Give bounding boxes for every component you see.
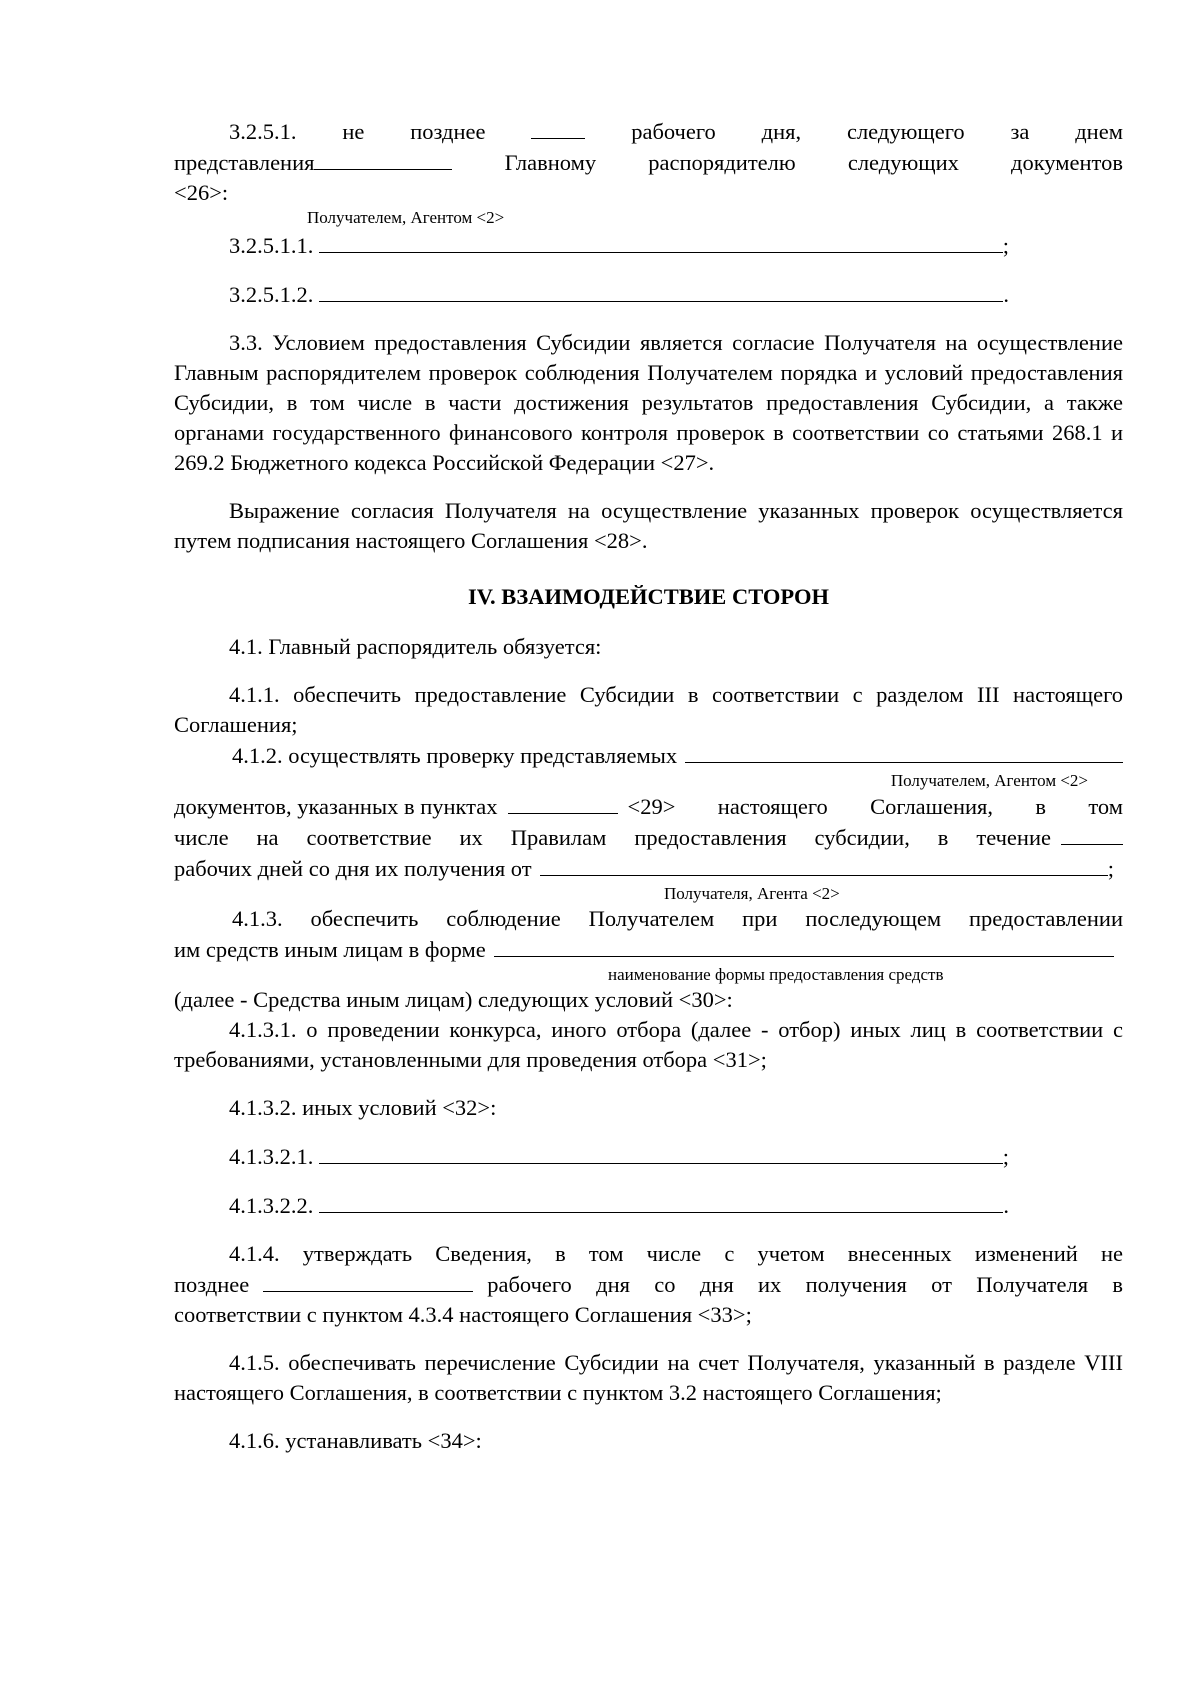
p412-line1: 4.1.2. осуществлять проверку представляемых [174,740,1123,771]
paragraph-4-1-6: 4.1.6. устанавливать <34>: [229,1428,482,1453]
section-title: IV. ВЗАИМОДЕЙСТВИЕ СТОРОН [467,584,830,609]
blank-field[interactable] [314,147,452,170]
paragraph-4-1-5: 4.1.5. обеспечивать перечисление Субсидии на счет Получателя, указанный в разделе VIII настоящего Соглашения, в соответствии с пунктом 3.2 настоящего Соглашения; [174,1350,1123,1405]
p412-line4: рабочих дней со дня их получения от ; [174,853,1114,884]
blank-field[interactable] [263,1269,473,1292]
p413-line2: им средств иным лицам в форме [174,934,1114,965]
blank-field[interactable] [319,1141,1002,1164]
field-hint: Получателем, Агентом <2> [890,771,1088,790]
blank-field[interactable] [508,791,618,814]
blank-field[interactable] [319,230,1002,253]
document-body [174,116,1123,1456]
list-item: 4.1.3.2.1. ; [174,1141,1009,1172]
paragraph-4-1-3-1: 4.1.3.1. о проведении конкурса, иного отбора (далее - отбор) иных лиц в соответствии с требованиями, установленными для проведения отбора <31>; [174,1017,1123,1072]
field-hint: Получателем, Агентом <2> [307,208,505,227]
paragraph-3-3: 3.3. Условием предоставления Субсидии является согласие Получателя на осуществление Главным распорядителем проверок соблюдения Получателем порядка и условий предоставления Субсидии, в том числе в части достижения результатов предоставления Субсидии, а также органами государственного финансового контроля проверок в соответствии со статьями 268.1 и 269.2 Бюджетного кодекса Российской Федерации <27>. [174,330,1123,475]
p3251-line3: <26>: [174,180,229,205]
paragraph-4-1-4 [174,1239,1123,1330]
p414-line2: позднее рабочего дня со дня их получения от Получателя в [174,1269,1123,1300]
p412-line2: документов, указанных в пунктах <29> настоящего Соглашения, в том [174,791,1123,822]
field-hint: наименование формы предоставления средств [608,965,944,984]
blank-field[interactable] [531,116,585,139]
p3251-line1: 3.2.5.1. не позднее рабочего дня, следующего за днем [174,116,1123,147]
list-item: 4.1.3.2.2. . [174,1190,1009,1221]
p413-line3: (далее - Средства иным лицам) следующих условий <30>: [174,987,733,1012]
p414-line3: соответствии с пунктом 4.3.4 настоящего Соглашения <33>; [174,1302,752,1327]
paragraph-4-1-3-2: 4.1.3.2. иных условий <32>: [229,1095,497,1120]
p412-line3: числе на соответствие их Правилам предоставления субсидии, в течение [174,822,1123,853]
paragraph-4-1-1: 4.1.1. обеспечить предоставление Субсидии в соответствии с разделом III настоящего Соглашения; [174,682,1123,737]
field-hint: Получателя, Агента <2> [664,884,840,903]
blank-field[interactable] [494,934,1114,957]
p413-line1: 4.1.3. обеспечить соблюдение Получателем при последующем предоставлении [232,906,1123,931]
paragraph-4-1: 4.1. Главный распорядитель обязуется: [229,634,602,659]
list-item: 3.2.5.1.2. . [174,279,1009,310]
blank-field[interactable] [319,1190,1003,1213]
p414-line1: 4.1.4. утверждать Сведения, в том числе с учетом внесенных изменений не [229,1241,1123,1266]
paragraph-3-2-5-1 [174,116,1123,228]
paragraph-consent: Выражение согласия Получателя на осуществление указанных проверок осуществляется путем подписания настоящего Соглашения <28>. [174,498,1123,553]
paragraph-4-1-3 [174,904,1123,1015]
blank-field[interactable] [319,279,1003,302]
list-item: 3.2.5.1.1. ; [174,230,1009,261]
blank-field[interactable] [540,853,1108,876]
p3251-line2: представления Главному распорядителю следующих документов [174,147,1123,178]
blank-field[interactable] [1061,822,1123,845]
paragraph-4-1-2 [174,740,1123,904]
blank-field[interactable] [685,740,1123,763]
